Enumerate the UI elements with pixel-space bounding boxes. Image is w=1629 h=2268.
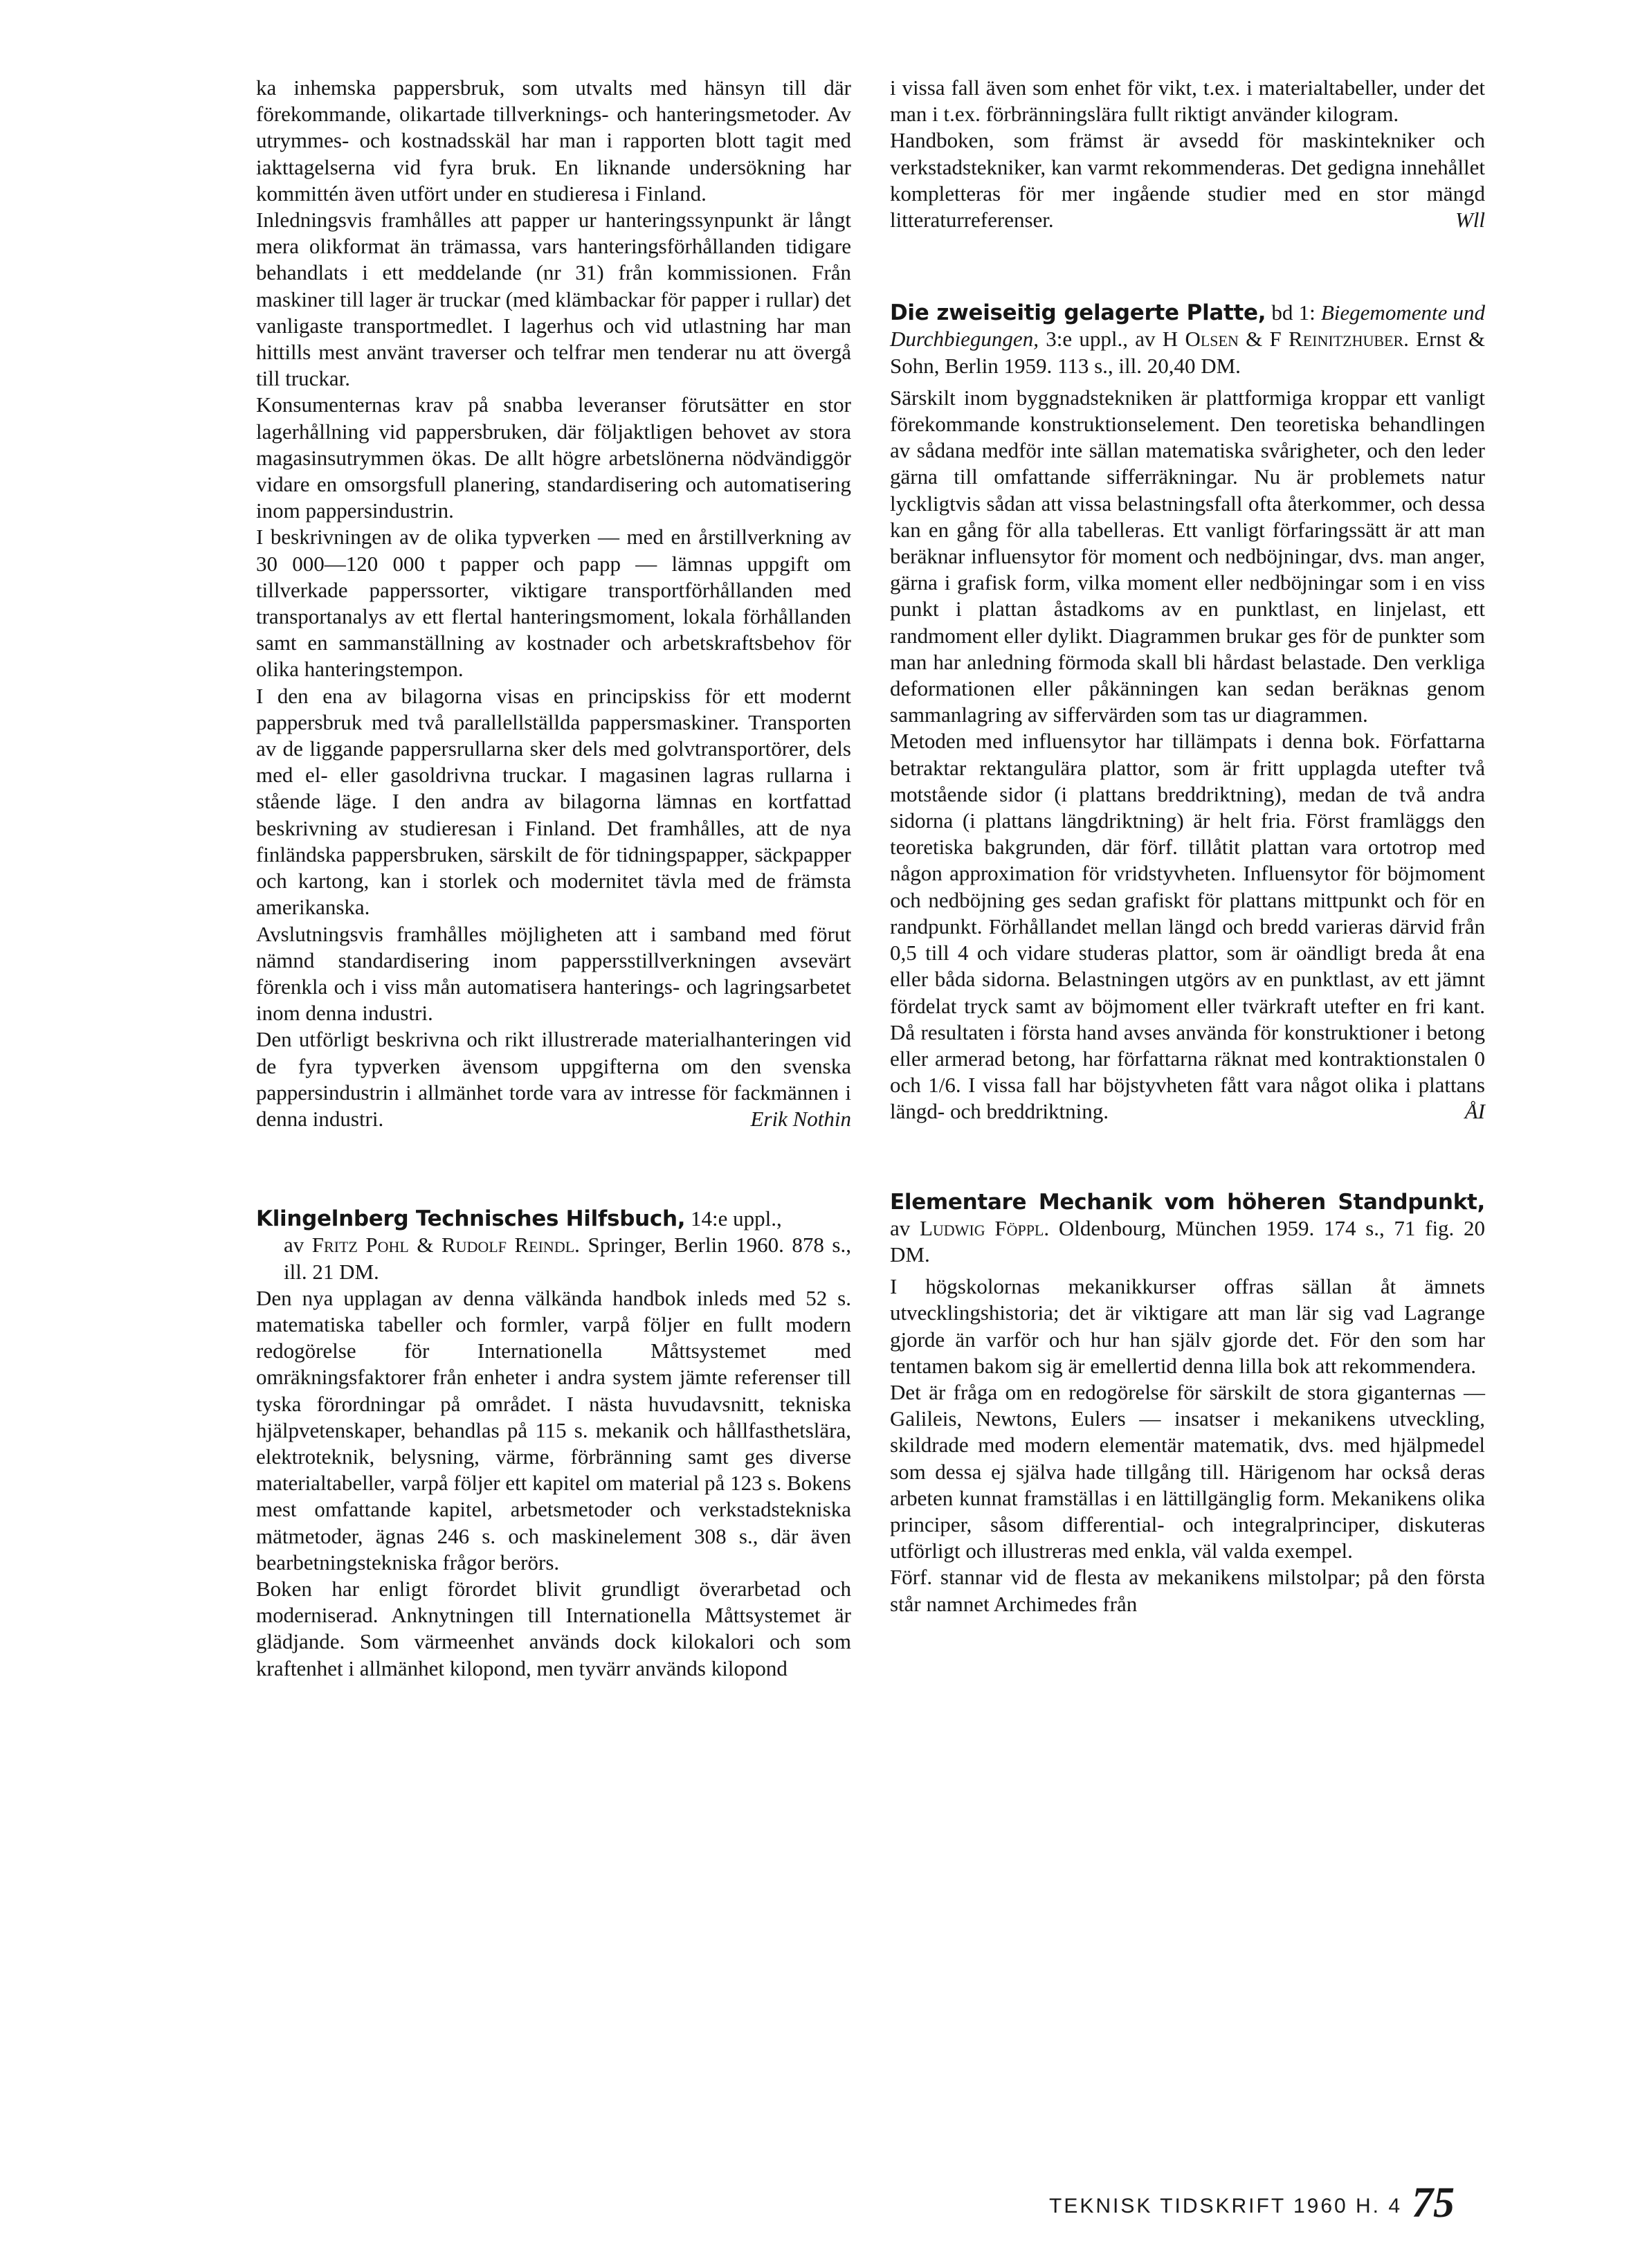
review-author: Ludwig Föppl [919, 1215, 1044, 1240]
review-paragraph-2: Det är fråga om en redogörelse för särskilt de stora giganternas — Galileis, Newtons, Eulers — insatser i mekanikens utveckling, skildrade med modern elementär matematik, dvs. med hjälpmedel som dessa ej själva hade tillgång till. Härigenom har också deras arbeten kunnat framställas i en lättillgänglig form. Mekanikens olika principer, såsom differential- och integralprinciper, diskuteras utförligt och illustreras med enkla, väl valda exempel. [890, 1379, 1485, 1563]
review-platte [890, 300, 1485, 1125]
intro-paragraph-2: Inledningsvis framhålles att papper ur hanteringssynpunkt är långt mera olikformat än trämassa, vars hanteringsförhållanden tidigare behandlats i ett meddelande (nr 31) från kommissionen. Från maskiner till lager är truckar (med klämbackar för papper i rullar) det vanligaste transportmedlet. I lagerhus och vid utlastning har man hittills mest använt traverser och telfrar men tenderar nu att övergå till truckar. [256, 208, 851, 391]
review-signature: ÅI [1464, 1099, 1485, 1124]
review-heading [256, 1206, 851, 1285]
review-author: Rudolf Reindl [441, 1233, 575, 1258]
review-edition: 14:e uppl., [685, 1206, 782, 1231]
review-title: Die zweiseitig gelagerte Platte, [890, 300, 1266, 326]
review-author: F Reinitzhuber [1269, 327, 1404, 352]
right-column [890, 75, 1485, 1617]
intro-paragraph-4: I beskrivningen av de olika typverken — med en årstillverkning av 30 000—120 000 t papper och papp — lämnas uppgift om tillverkade papperssorter, viktigare transportförhållanden med transportanalys av ett flertal hanteringsmoment, lokala förhållanden samt en sammanställning av kostnader och arbetskraftsbehov för olika hanteringstempon. [256, 525, 851, 682]
review-author: Fritz Pohl [311, 1233, 409, 1258]
review-continued-paragraph-1: i vissa fall även som enhet för vikt, t.ex. i materialtabeller, under det man i t.ex. förbränningslära fullt riktigt använder kilogram. [890, 75, 1485, 127]
review-paragraph-2: Boken har enligt förordet blivit grundligt överarbetad och moderniserad. Anknytningen till Internationella Måttsystemet är glädjande. Som värmeenhet används dock kilokalori och som kraftenhet i allmänhet kilopond, men tyvärr används kilopond [256, 1576, 851, 1680]
review-paragraph-2: Metoden med influensytor har tillämpats i denna bok. Författarna betraktar rektangulära plattor, som är fritt upplagda utefter två motstående sidor (i plattans breddriktning), medan de två andra sidorna (i plattans längdriktning) är helt fria. Först framläggs den teoretiska bakgrunden, där förf. tillåtit plattan vara ortotrop med någon approximation för vridstyvheten. Influensytor för böjmoment och nedböjning ges sedan grafiskt för plattans mittpunkt och för en randpunkt. Förhållandet mellan längd och bredd varieras därvid från 0,5 till 4 och vidare studeras plattor, som är oändligt breda åt ena eller båda sidorna. Belastningen utgörs av en punktlast, av ett jämnt fördelat tryck samt av böjmoment eller tvärkraft utefter en fri kant. Då resultaten i första hand avses använda för konstruktioner i betong eller armerad betong, har författarna räknat med kontraktionstalen 0 och 1/6. I vissa fall har böjstyvheten fått vara något olika i plattans längd- och breddriktning. ÅI [890, 728, 1485, 1125]
review-meta: av Fritz Pohl & Rudolf Reindl. Springer, Berlin 1960. 878 s., ill. 21 DM. [284, 1233, 851, 1284]
page-footer [1049, 2179, 1455, 2228]
review-paragraph-1: Den nya upplagan av denna välkända handbok inleds med 52 s. matematiska tabeller och formler, varpå följer en fullt modern redogörelse för Internationella Måttsystemet med omräkningsfaktorer från enheter i andra system jämte referenser till tyska förordningar på området. I nästa huvudavsnitt, tekniska hjälpvetenskaper, behandlas på 115 s. mekanik och hållfasthetslära, elektroteknik, belysning, värme, förbränning samt ges diverse materialtabeller, varpå följer ett kapitel om material på 123 s. Bokens mest omfattande kapitel, arbetsmetoder och verkstadstekniska mätmetoder, ägnas 246 s. och maskinelement 308 s., där även bearbetningstekniska frågor berörs. [256, 1285, 851, 1575]
review-continued-paragraph-2: Handboken, som främst är avsedd för maskintekniker och verkstadstekniker, kan varmt rekommenderas. Det gedigna innehållet kompletteras för mer ingående studier med en stor mängd litteraturreferenser. Wll [890, 127, 1485, 233]
journal-name: TEKNISK TIDSKRIFT 1960 H. 4 [1049, 2195, 1403, 2217]
review-mechanik [890, 1189, 1485, 1617]
intro-paragraph-5: I den ena av bilagorna visas en principskiss för ett modernt pappersbruk med två parallellställda pappersmaskiner. Transporten av de liggande pappersrullarna sker dels med golvtransportörer, dels med el- eller gasoldrivna truckar. I magasinen lagras rullarna i stående läge. I den andra av bilagorna lämnas en kortfattad beskrivning av studieresan i Finland. Det framhålles, att de nya finländska pappersbruken, särskilt de för tidningspapper, säckpapper och kartong, kan i storlek och modernitet tävla med de främsta amerikanska. [256, 683, 851, 920]
intro-paragraph-1: ka inhemska pappersbruk, som utvalts med hänsyn till där förekommande, olikartade tillverknings- och hanteringsmetoder. Av utrymmes- och kostnadsskäl har man i rapporten blott tagit med iakttagelserna vid fyra bruk. En liknande undersökning har kommittén även utfört under en studieresa i Finland. [256, 75, 851, 206]
page-number: 75 [1412, 2179, 1455, 2226]
review-klingelnberg [256, 1206, 851, 1682]
intro-paragraph-7 [256, 1026, 851, 1132]
review-title: Klingelnberg Technisches Hilfsbuch, [256, 1206, 686, 1232]
review-paragraph-3: Förf. stannar vid de flesta av mekanikens milstolpar; på den första står namnet Archimedes från [890, 1565, 1485, 1616]
review-author: H Olsen [1162, 327, 1239, 352]
review-heading: Die zweiseitig gelagerte Platte, bd 1: Biegemomente und Durchbiegungen, 3:e uppl., av H Olsen & F Reinitzhuber. Ernst & Sohn, Berlin 1959. 113 s., ill. 20,40 DM. [890, 300, 1485, 378]
review-subtitle: Biegemomente und Durchbiegungen, [890, 300, 1485, 352]
intro-paragraph-7-text: Den utförligt beskrivna och rikt illustrerade materialhanteringen vid de fyra typverken ävensom uppgifterna om den svenska pappersindustrin i allmänhet torde vara av intresse för fackmännen i denna industri. [256, 1027, 851, 1131]
left-column [256, 75, 851, 1682]
review-title: Elementare Mechanik vom höheren Standpunkt, [890, 1189, 1485, 1215]
review-paragraph-1: Särskilt inom byggnadstekniken är plattformiga kroppar ett vanligt förekommande konstruktionselement. Den teoretiska behandlingen av sådana medför inte sällan matematiska svårigheter, och den leder gärna till omfattande sifferräkningar. Nu är problemets natur lyckligtvis sådan att vissa belastningsfall ofta återkommer, och dessa kan en gång för alla tabelleras. Ett vanligt förfaringssätt är att man beräknar influensytor för moment och nedböjningar, dvs. man anger, gärna i grafisk form, vilka moment eller nedböjningar som i en viss punkt i plattan åstadkoms av en punktlast, en linjelast, ett randmoment eller dylikt. Diagrammen brukar ges för de punkter som man har anledning förmoda skall bli hårdast belastade. Den verkliga deformationen eller påkänningen kan sedan beräknas genom sammanlagring av siffervärden som tas ur diagrammen. [890, 385, 1485, 727]
intro-paragraph-3: Konsumenternas krav på snabba leveranser förutsätter en stor lagerhållning vid pappersbruken, där följaktligen behovet av stora magasinsutrymmen ökas. De allt högre arbetslönerna nödvändiggör vidare en omsorgsfull planering, standardisering och automatisering inom pappersindustrin. [256, 392, 851, 523]
intro-paragraph-6: Avslutningsvis framhålles möjligheten att i samband med förut nämnd standardisering inom pappersstillverkningen avsevärt förenkla och i viss mån automatisera hanterings- och lagringsarbetet inom denna industri. [256, 921, 851, 1026]
review-signature: Wll [1455, 208, 1485, 233]
review-paragraph-1: I högskolornas mekanikkurser offras sällan åt ämnets utvecklingshistoria; det är viktigare att man lär sig vad Lagrange gjorde än varför och hur han själv gjorde det. För den som har tentamen bakom sig är emellertid denna lilla bok att rekommendera. [890, 1274, 1485, 1378]
review-heading: Elementare Mechanik vom höheren Standpunkt, av Ludwig Föppl. Oldenbourg, München 1959. 174 s., 71 fig. 20 DM. [890, 1189, 1485, 1267]
intro-signature: Erik Nothin [750, 1106, 851, 1131]
